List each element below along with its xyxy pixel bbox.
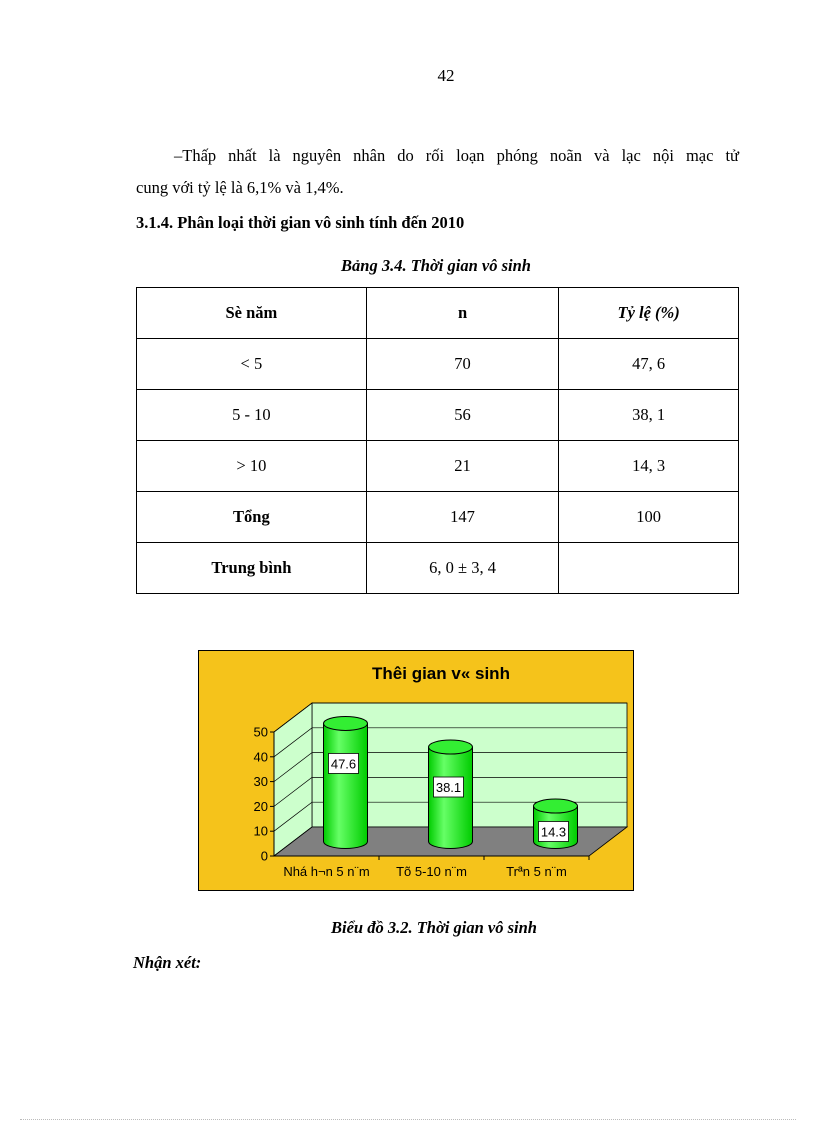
page-number: 42 xyxy=(437,66,455,85)
cell-percent: 47, 6 xyxy=(559,339,739,390)
y-tick-label: 0 xyxy=(260,848,268,864)
cell-n: 6, 0 ± 3, 4 xyxy=(366,543,559,594)
table-caption: Bảng 3.4. Thời gian vô sinh xyxy=(341,256,531,275)
cell-n: 56 xyxy=(366,390,559,441)
cell-years: 5 - 10 xyxy=(137,390,367,441)
cell-percent xyxy=(559,543,739,594)
section-heading: 3.1.4. Phân loại thời gian vô sinh tính đến 2010 xyxy=(136,213,465,232)
category-label: Trªn 5 n¨m xyxy=(506,864,567,879)
body-paragraph xyxy=(136,140,739,204)
cell-years: < 5 xyxy=(137,339,367,390)
cell-percent: 38, 1 xyxy=(559,390,739,441)
category-label: Tõ 5-10 n¨m xyxy=(396,864,467,879)
table-row xyxy=(137,339,739,390)
table-row-total xyxy=(137,492,739,543)
category-label: Nhá h¬n 5 n¨m xyxy=(283,864,370,879)
table-header-row xyxy=(137,288,739,339)
bar xyxy=(324,723,368,848)
cell-n: 21 xyxy=(366,441,559,492)
table-row-mean xyxy=(137,543,739,594)
header-percent: Tỷ lệ (%) xyxy=(559,288,739,339)
data-label: 38.1 xyxy=(435,780,462,796)
y-tick-label: 50 xyxy=(253,724,268,740)
cell-n: 70 xyxy=(366,339,559,390)
chart-title: Thêi gian v« sinh xyxy=(372,664,510,683)
y-tick-label: 10 xyxy=(253,823,268,839)
cell-years: Trung bình xyxy=(137,543,367,594)
data-label: 47.6 xyxy=(330,756,357,772)
data-label: 14.3 xyxy=(540,824,567,840)
cell-years: Tổng xyxy=(137,492,367,543)
paragraph-line-2: cung với tỷ lệ là 6,1% và 1,4%. xyxy=(136,178,344,197)
cell-n: 147 xyxy=(366,492,559,543)
bar-top xyxy=(534,799,578,813)
chart-container xyxy=(198,650,634,891)
cell-percent: 100 xyxy=(559,492,739,543)
page-bottom-rule xyxy=(20,1119,796,1120)
y-tick-label: 40 xyxy=(253,749,268,765)
cell-years: > 10 xyxy=(137,441,367,492)
table-row xyxy=(137,441,739,492)
header-years: Sè năm xyxy=(137,288,367,339)
bar-top xyxy=(324,716,368,730)
duration-table xyxy=(136,287,739,594)
bar-top xyxy=(429,740,473,754)
chart-caption: Biểu đồ 3.2. Thời gian vô sinh xyxy=(331,918,537,937)
paragraph-line-1: –Thấp nhất là nguyên nhân do rối loạn phóng noãn và lạc nội mạc tử xyxy=(174,146,739,165)
y-tick-label: 20 xyxy=(253,798,268,814)
bar xyxy=(429,747,473,848)
header-n: n xyxy=(366,288,559,339)
cell-percent: 14, 3 xyxy=(559,441,739,492)
bar-chart xyxy=(199,651,633,890)
y-tick-label: 30 xyxy=(253,774,268,790)
table-row xyxy=(137,390,739,441)
remarks-label: Nhận xét: xyxy=(133,953,202,972)
